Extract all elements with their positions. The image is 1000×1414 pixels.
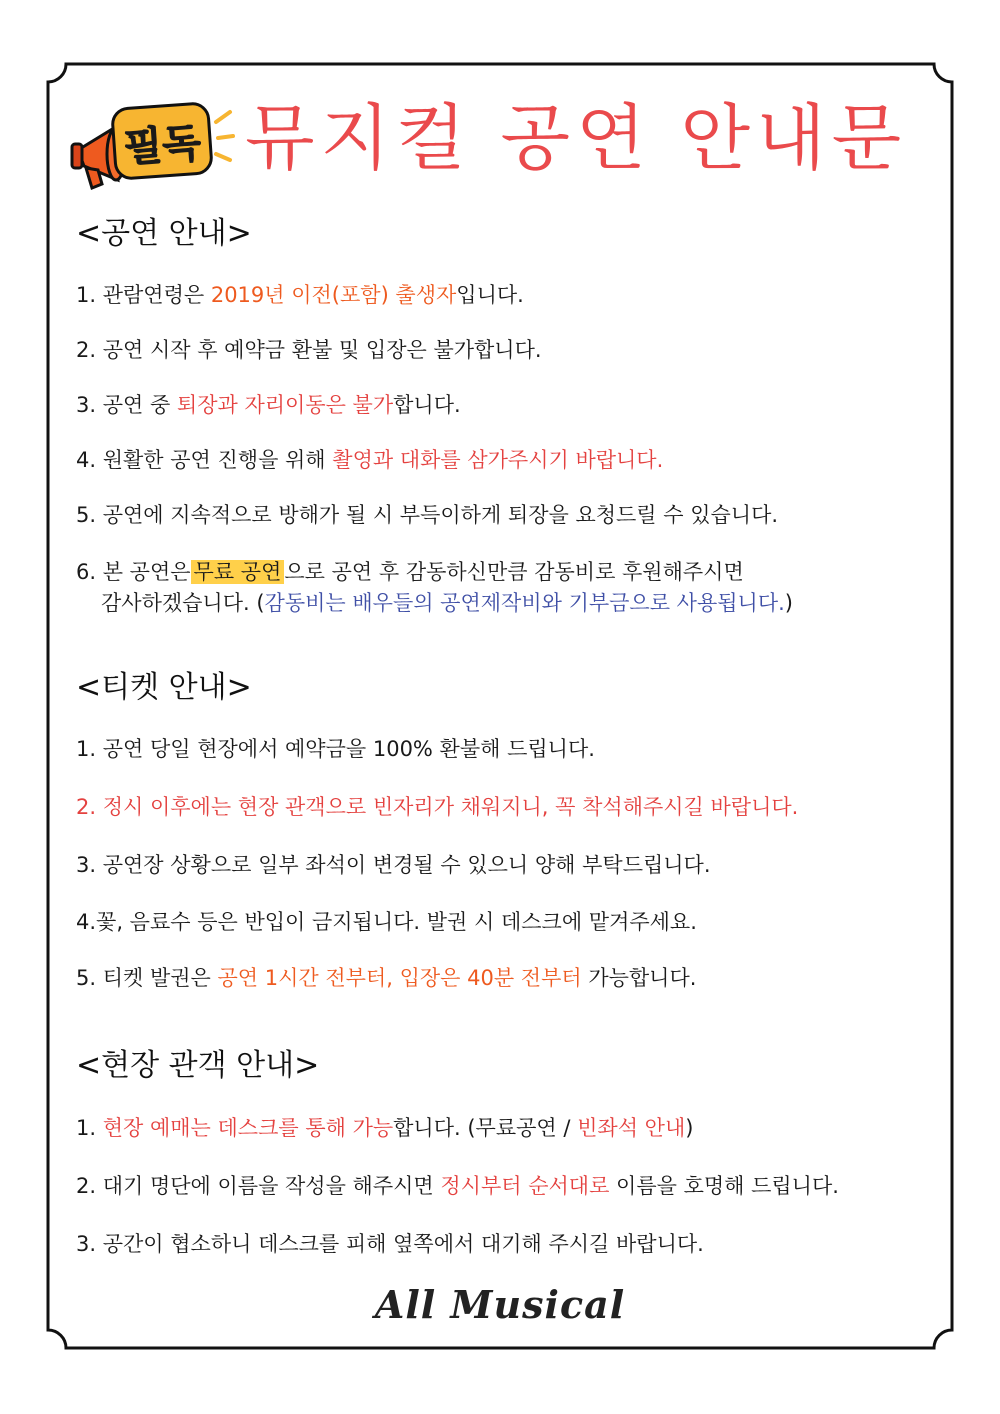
performance-item-2 [76, 335, 542, 365]
text: 이름을 호명해 드립니다. [609, 1174, 839, 1198]
emphasis-text: 퇴장과 자리이동은 불가 [176, 393, 394, 417]
text: 3. 공연장 상황으로 일부 좌석이 변경될 수 있으니 양해 부탁드립니다. [76, 853, 711, 877]
emphasis-text: 촬영과 대화를 삼가주시기 바랍니다. [332, 448, 664, 472]
highlight-text: 무료 공연 [191, 560, 285, 584]
text: 1. 공연 당일 현장에서 예약금을 100% 환불해 드립니다. [76, 737, 595, 761]
performance-item-1 [76, 280, 524, 310]
text: 4. 원활한 공연 진행을 위해 [76, 448, 333, 472]
text: 감사하겠습니다. ( [101, 591, 265, 615]
emphasis-text: 현장 예매는 데스크를 통해 가능 [102, 1116, 394, 1140]
emphasis-text: 공연 1시간 전부터, 입장은 40분 전부터 [217, 966, 582, 990]
performance-item-6-continuation [101, 588, 793, 618]
performance-item-3 [76, 390, 461, 420]
text: 1. [76, 1116, 103, 1140]
section-heading-ticket: <티켓 안내> [76, 670, 252, 705]
text: 3. 공연 중 [76, 393, 177, 417]
section-heading-performance: <공연 안내> [76, 216, 252, 251]
text: 입니다. [456, 283, 524, 307]
megaphone-badge-icon [70, 92, 235, 192]
text: 5. 티켓 발권은 [76, 966, 218, 990]
section-heading-onsite: <현장 관객 안내> [76, 1048, 320, 1083]
rays-icon [216, 112, 233, 160]
text: 합니다. [393, 393, 461, 417]
performance-item-5 [76, 500, 778, 530]
ticket-item-3 [76, 850, 711, 880]
text: 합니다. (무료공연 / [393, 1116, 578, 1140]
onsite-item-2 [76, 1171, 839, 1201]
text: 5. 공연에 지속적으로 방해가 될 시 부득이하게 퇴장을 요청드릴 수 있습니다. [76, 503, 779, 527]
note-text: 감동비는 배우들의 공연제작비와 기부금으로 사용됩니다. [264, 591, 785, 615]
text: 4.꽃, 음료수 등은 반입이 금지됩니다. 발권 시 데스크에 맡겨주세요. [76, 910, 697, 934]
text: ) [784, 591, 793, 615]
emphasis-text: 빈좌석 안내 [577, 1116, 686, 1140]
ticket-item-1 [76, 734, 595, 764]
page-title: 뮤지컬 공연 안내문 [245, 96, 908, 180]
ticket-item-4 [76, 907, 697, 937]
text: ) [685, 1116, 694, 1140]
badge-text: 필독 [122, 120, 203, 172]
onsite-item-3 [76, 1229, 704, 1259]
text: 2. 공연 시작 후 예약금 환불 및 입장은 불가합니다. [76, 338, 542, 362]
ticket-item-5 [76, 963, 696, 993]
footer-logo: All Musical [374, 1282, 626, 1327]
performance-item-4 [76, 445, 663, 475]
ticket-item-2 [76, 792, 798, 822]
text: 가능합니다. [581, 966, 697, 990]
text: 6. 본 공연은 [76, 560, 191, 584]
onsite-item-1 [76, 1113, 693, 1143]
performance-item-6 [76, 557, 744, 587]
text: 으로 공연 후 감동하신만큼 감동비로 후원해주시면 [284, 560, 744, 584]
text: 3. 공간이 협소하니 데스크를 피해 옆쪽에서 대기해 주시길 바랍니다. [76, 1232, 704, 1256]
emphasis-text: 2019년 이전(포함) 출생자 [210, 283, 457, 307]
emphasis-text: 정시부터 순서대로 [440, 1174, 610, 1198]
title-row [70, 92, 235, 192]
text: 2. 정시 이후에는 현장 관객으로 빈자리가 채워지니, 꼭 착석해주시길 바랍니다. [76, 795, 799, 819]
text: 1. 관람연령은 [76, 283, 211, 307]
text: 2. 대기 명단에 이름을 작성을 해주시면 [76, 1174, 441, 1198]
